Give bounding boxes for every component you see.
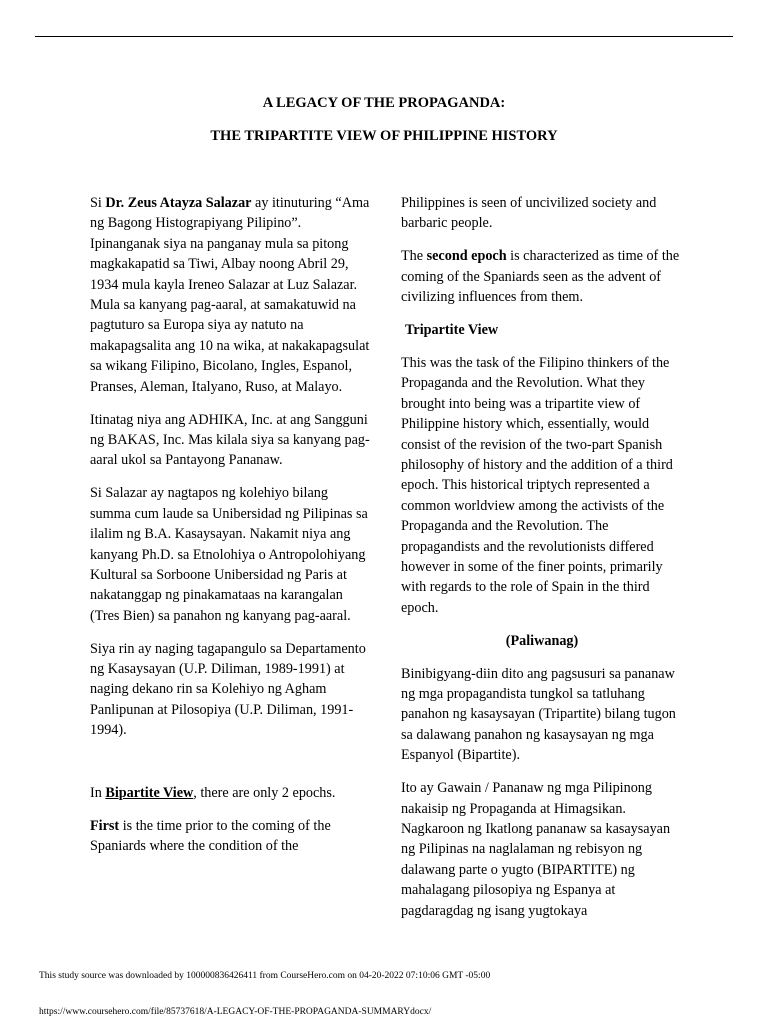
paragraph-positions: Siya rin ay naging tagapangulo sa Departamento ng Kasaysayan (U.P. Diliman, 1989-1991) at naging dekano rin sa Kolehiyo ng Agham Panlipunan at Pilosopiya (U.P. Diliman, 1991-1994). xyxy=(90,640,366,739)
document-title: A LEGACY OF THE PROPAGANDA: xyxy=(262,95,506,111)
text-prefix: The xyxy=(401,248,427,265)
paragraph-education: Si Salazar ay nagtapos ng kolehiyo bilang summa cum laude sa Unibersidad ng Pilipinas sa ilalim ng B.A. Kasaysayan. Nakamit niya ang kanyang Ph.D. sa Etnolohiya o Antropolohiyang Kultural sa Sorboone Unibersidad ng Paris at nakatanggap ng pinakamataas na karangalan (Tres Bien) sa panahon ng kanyang pag-aaral. xyxy=(90,485,368,624)
document-subtitle: THE TRIPARTITE VIEW OF PHILIPPINE HISTORY xyxy=(210,128,558,144)
text-body: , there are only 2 epochs. xyxy=(193,784,336,801)
second-epoch-term: second epoch xyxy=(426,248,507,265)
text-body: is characterized as time of the coming of the Spaniards seen as the advent of civilizing influences from them. xyxy=(401,248,680,306)
author-name: Dr. Zeus Atayza Salazar xyxy=(105,195,252,211)
right-column xyxy=(401,193,683,934)
text-prefix: Si xyxy=(90,195,106,211)
paragraph-first-epoch-cont: Philippines is seen of uncivilized society and barbaric people. xyxy=(401,195,657,232)
paragraph-salazar-intro xyxy=(90,193,372,397)
download-notice: This study source was downloaded by 100000836426411 from CourseHero.com on 04-20-2022 07:10:06 GMT -05:00 xyxy=(39,971,491,981)
text-body: ay itinuturing “Ama ng Bagong Histograpiyang Pilipino”. Ipinanganak siya na panganay mula sa pitong magkakapatid sa Tiwi, Albay noong Abril 29, 1934 mula kayla Ireneo Salazar at Luz Salazar. Mula sa kanyang pag-aaral, at samakatuwid na pagtuturo sa Europa siya ay natuto na makapagsalita ang 10 na wika, at nakakapagsulat sa wikang Filipino, Bicolano, Ingles, Espanol, Pranses, Aleman, Italyano, Ruso, at Malayo. xyxy=(90,195,370,395)
paragraph-gawain: Ito ay Gawain / Pananaw ng mga Pilipinong nakaisip ng Propaganda at Himagsikan. Nagkaroon ng Ikatlong pananaw sa kasaysayan ng Pilipinas na naglalaman ng rebisyon ng dalawang parte o yugto (BIPARTITE) ng mahalagang pilosopiya ng Espanya at pagdaragdag ng isang yugtokaya xyxy=(401,780,671,919)
first-term: First xyxy=(90,817,120,834)
text-prefix: In xyxy=(90,784,106,801)
text-body: is the time prior to the coming of the Spaniards where the condition of the xyxy=(90,817,331,854)
paragraph-tripartite: This was the task of the Filipino thinkers of the Propaganda and the Revolution. What they brought into being was a tripartite view of Philippine history which, essentially, would consist of the revision of the two-part Spanish philosophy of history and the addition of a third epoch. This historical triptych represented a common worldview among the activists of the Propaganda and the Revolution. The propagandists and the revolutionists differed however in some of the finer points, primarily with regards to the role of Spain in the third epoch. xyxy=(401,354,673,616)
paragraph-adhika: Itinatag niya ang ADHIKA, Inc. at ang Sangguni ng BAKAS, Inc. Mas kilala siya sa kanyang pag-aaral ukol sa Pantayong Pananaw. xyxy=(90,411,370,469)
heading-tripartite-view: Tripartite View xyxy=(405,322,499,339)
paragraph-bipartite xyxy=(90,783,372,803)
bipartite-term: Bipartite View xyxy=(105,784,194,801)
left-column xyxy=(90,193,372,869)
heading-paliwanag: (Paliwanag) xyxy=(505,632,579,649)
paragraph-second-epoch xyxy=(401,246,683,307)
paragraph-paliwanag: Binibigyang-diin dito ang pagsusuri sa pananaw ng mga propagandista tungkol sa tatluhang panahon ng kasaysayan (Tripartite) bilang tugon sa dalawang panahon ng kasaysayan ng mga Espanyol (Bipartite). xyxy=(401,665,676,764)
source-url: https://www.coursehero.com/file/85737618/A-LEGACY-OF-THE-PROPAGANDA-SUMMARYdocx/ xyxy=(39,1007,432,1017)
top-divider xyxy=(35,36,733,37)
paragraph-first-epoch xyxy=(90,816,372,857)
